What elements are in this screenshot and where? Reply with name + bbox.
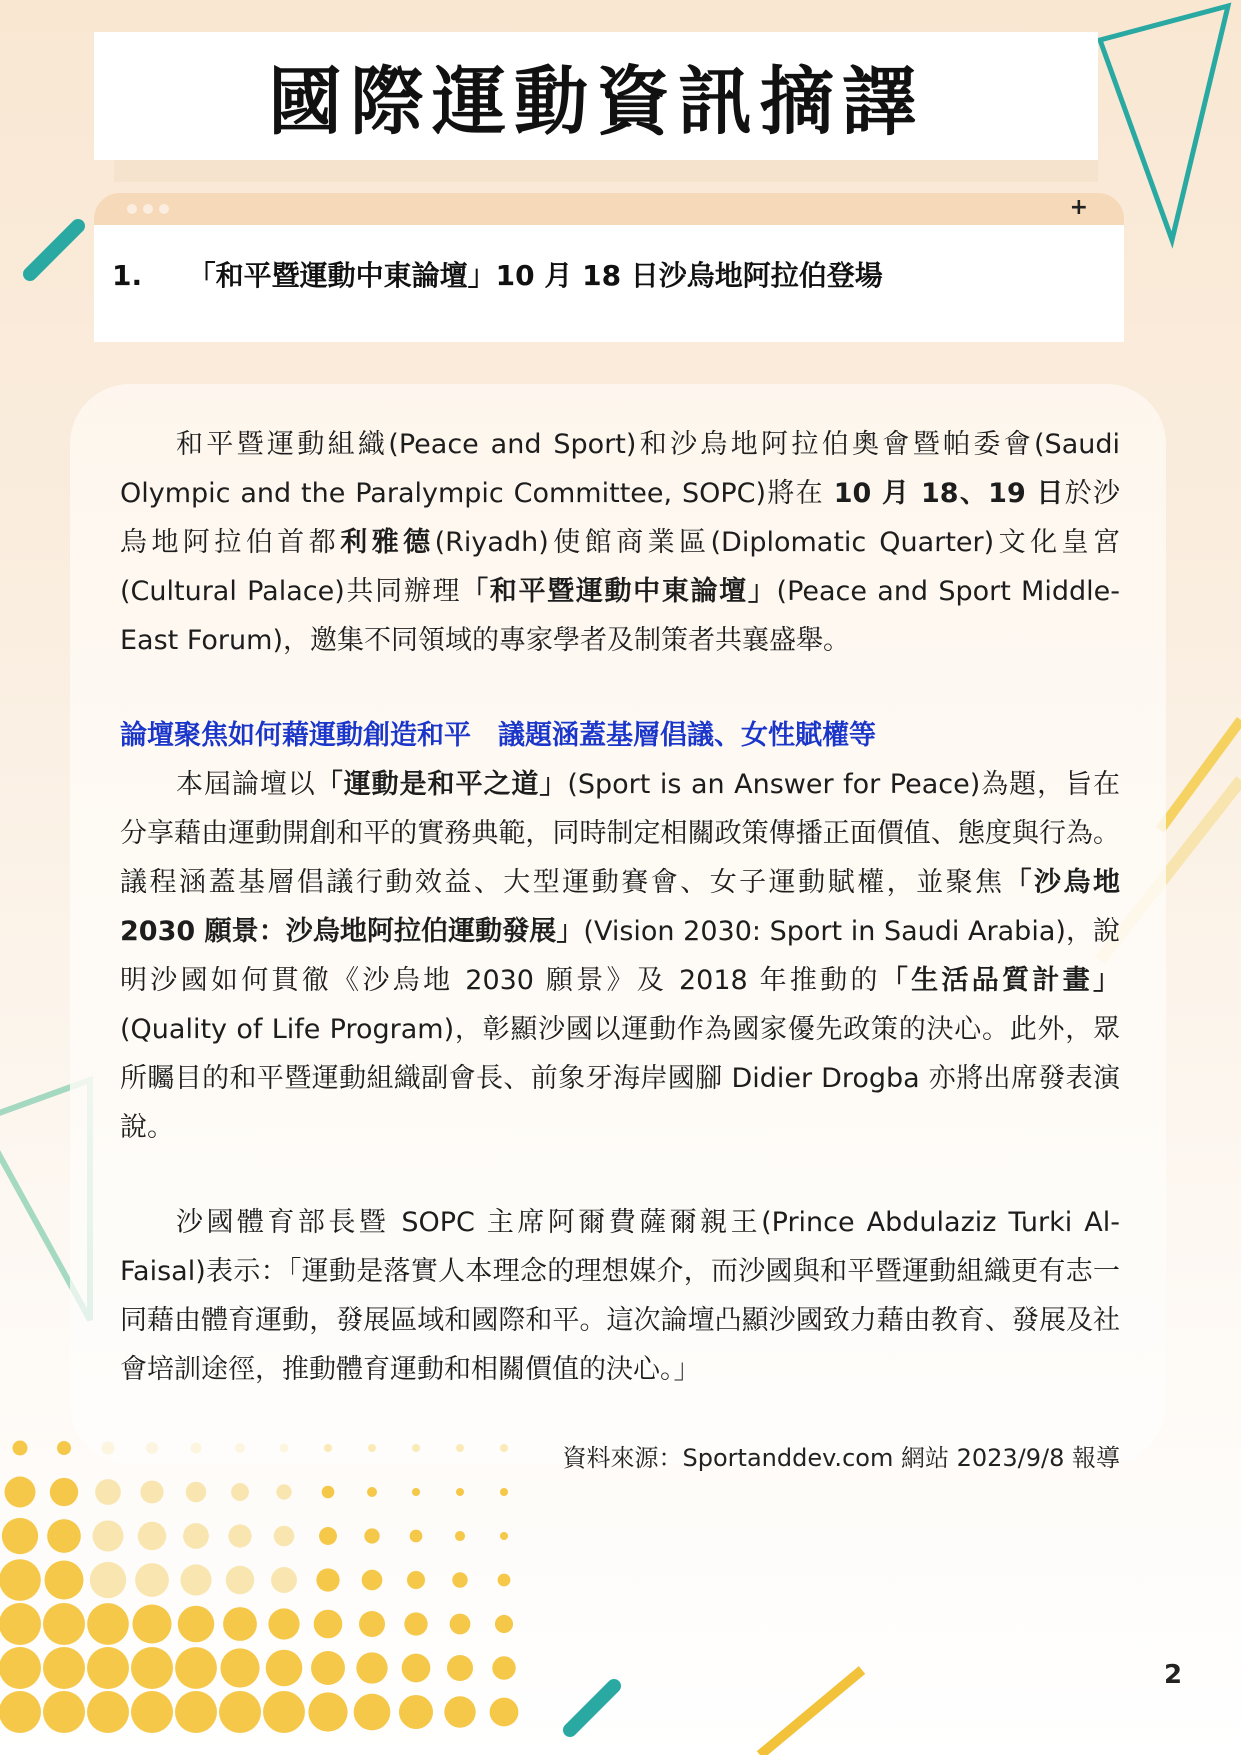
bold-city: 利雅德 bbox=[340, 527, 435, 558]
halftone-dot bbox=[311, 1651, 345, 1685]
halftone-dot bbox=[500, 1488, 508, 1496]
page-title: 國際運動資訊摘譯 bbox=[268, 59, 924, 145]
halftone-dot bbox=[399, 1695, 433, 1729]
tab-dots bbox=[127, 204, 169, 214]
halftone-dot bbox=[228, 1524, 251, 1547]
bold-vision: 「沙烏地 2030 願景：沙烏地阿拉伯運動發展」 bbox=[120, 867, 1121, 947]
teal-dash-top bbox=[30, 226, 78, 274]
halftone-dot bbox=[402, 1654, 431, 1683]
text-run: (Peace and Sport Middle-East Forum)，邀集不同領域的專家學者及制策者共襄盛舉。 bbox=[120, 576, 1120, 656]
halftone-dot bbox=[271, 1567, 297, 1593]
halftone-dot bbox=[359, 1611, 385, 1637]
bold-program: 「生活品質計畫」 bbox=[880, 965, 1120, 996]
halftone-dot bbox=[231, 1483, 249, 1501]
tab-dot bbox=[159, 204, 169, 214]
section-heading bbox=[112, 254, 883, 294]
halftone-dot bbox=[95, 1479, 121, 1505]
text-run: 於沙烏地阿拉伯首都 bbox=[120, 478, 1121, 558]
halftone-dot bbox=[226, 1566, 255, 1595]
halftone-dot bbox=[498, 1574, 511, 1587]
tab-dot bbox=[127, 204, 137, 214]
plus-icon: + bbox=[1069, 195, 1088, 220]
halftone-dot bbox=[362, 1570, 383, 1591]
halftone-dot bbox=[131, 1647, 173, 1689]
halftone-dot bbox=[308, 1692, 347, 1731]
text-run: 和平暨運動組織(Peace and Sport)和沙烏地阿拉伯奧會暨帕委會(Saudi Olympic and the Paralympic Committee, SOPC)將在 bbox=[120, 429, 1120, 509]
halftone-dot bbox=[140, 1480, 163, 1503]
tab-dot bbox=[143, 204, 153, 214]
bold-forum-name: 「和平暨運動中東論壇」 bbox=[461, 576, 777, 607]
halftone-dot bbox=[90, 1562, 126, 1598]
halftone-dot bbox=[87, 1691, 129, 1733]
gold-streak-1 bbox=[1160, 720, 1241, 830]
halftone-dot bbox=[183, 1523, 209, 1549]
halftone-dot bbox=[455, 1531, 465, 1541]
halftone-dot bbox=[87, 1647, 129, 1689]
halftone-dot bbox=[356, 1652, 387, 1683]
halftone-dot bbox=[450, 1614, 471, 1635]
title-shadow-strip bbox=[114, 160, 1098, 182]
halftone-dot bbox=[364, 1528, 379, 1543]
halftone-dot bbox=[495, 1615, 513, 1633]
halftone-dot bbox=[268, 1608, 299, 1639]
halftone-dot bbox=[316, 1568, 339, 1591]
halftone-dot bbox=[175, 1647, 217, 1689]
halftone-dot bbox=[13, 1441, 28, 1456]
paragraph-1 bbox=[120, 420, 1120, 665]
text-run: (Quality of Life Program)，彰顯沙國以運動作為國家優先政策的決心。此外，眾所矚目的和平暨運動組織副會長、前象牙海岸國腳 Didier Drogba 亦將出席發表演說。 bbox=[120, 1014, 1120, 1143]
halftone-dot bbox=[404, 1612, 427, 1635]
halftone-dot bbox=[43, 1647, 85, 1689]
section-number: 1. bbox=[112, 258, 143, 292]
halftone-dot bbox=[276, 1484, 291, 1499]
halftone-dot bbox=[412, 1488, 420, 1496]
section-title: 「和平暨運動中東論壇」10 月 18 日沙烏地阿拉伯登場 bbox=[187, 258, 883, 292]
teal-dash-bottom bbox=[570, 1686, 614, 1730]
halftone-dot bbox=[220, 1648, 259, 1687]
halftone-dot bbox=[266, 1650, 303, 1687]
gold-dash-bottom bbox=[760, 1670, 862, 1755]
halftone-dot bbox=[444, 1696, 475, 1727]
halftone-dot bbox=[138, 1522, 166, 1550]
halftone-dot bbox=[178, 1606, 214, 1642]
halftone-dot bbox=[0, 1691, 41, 1733]
halftone-dot bbox=[354, 1694, 391, 1731]
halftone-dot bbox=[490, 1698, 519, 1727]
subheading: 論壇聚焦如何藉運動創造和平 議題涵蓋基層倡議、女性賦權等 bbox=[120, 720, 876, 751]
halftone-dot bbox=[131, 1691, 173, 1733]
halftone-dot bbox=[186, 1482, 206, 1502]
text-run: 本屆論壇以 bbox=[176, 769, 316, 800]
section-header bbox=[94, 225, 1124, 342]
halftone-dot bbox=[263, 1691, 305, 1733]
halftone-dot bbox=[456, 1488, 464, 1496]
halftone-dot bbox=[135, 1563, 169, 1597]
halftone-dot bbox=[92, 1520, 123, 1551]
text-run: (Riyadh)使館商業區(Diplomatic Quarter)文化皇宮(Cultural Palace)共同辦理 bbox=[120, 527, 1121, 607]
halftone-dot bbox=[57, 1441, 71, 1455]
halftone-dot bbox=[87, 1603, 129, 1645]
source-credit: 資料來源：Sportanddev.com 網站 2023/9/8 報導 bbox=[562, 1444, 1120, 1472]
paragraph-3: 沙國體育部長暨 SOPC 主席阿爾費薩爾親王(Prince Abdulaziz Turki Al-Faisal)表示：「運動是落實人本理念的理想媒介，而沙國與和平暨運動組織更有志一同藉由體育運動，發展區域和國際和平。這次論壇凸顯沙國致力藉由教育、發展及社會培訓途徑，推動體育運動和相關價值的決心。」 bbox=[120, 1207, 1120, 1385]
halftone-dot bbox=[43, 1691, 85, 1733]
bold-theme: 「運動是和平之道」 bbox=[315, 769, 568, 800]
bold-date: 10 月 18、19 日 bbox=[833, 478, 1065, 509]
article-body bbox=[120, 420, 1120, 1478]
halftone-dot bbox=[50, 1478, 78, 1506]
halftone-dot bbox=[274, 1526, 295, 1547]
halftone-dot-pattern bbox=[0, 1441, 518, 1734]
paragraph-2 bbox=[120, 760, 1120, 1152]
halftone-dot bbox=[0, 1603, 41, 1645]
text-run: (Vision 2030: Sport in Saudi Arabia)，說明沙國如何貫徹《沙烏地 2030 願景》及 2018 年推動的 bbox=[120, 916, 1121, 996]
page-number: 2 bbox=[1164, 1660, 1183, 1690]
halftone-dot bbox=[0, 1559, 41, 1601]
halftone-dot bbox=[2, 1518, 38, 1554]
halftone-dot bbox=[180, 1564, 211, 1595]
halftone-dot bbox=[47, 1519, 81, 1553]
halftone-dot bbox=[319, 1527, 337, 1545]
halftone-dot bbox=[5, 1477, 36, 1508]
halftone-dot bbox=[500, 1532, 508, 1540]
title-banner bbox=[94, 32, 1098, 160]
halftone-dot bbox=[132, 1604, 171, 1643]
text-run: (Sport is an Answer for Peace)為題，旨在分享藉由運動開創和平的實務典範，同時制定相關政策傳播正面價值、態度與行為。議程涵蓋基層倡議行動效益、大型運動賽會、女子運動賦權，並聚焦 bbox=[120, 769, 1121, 898]
halftone-dot bbox=[314, 1610, 343, 1639]
halftone-dot bbox=[492, 1656, 515, 1679]
halftone-dot bbox=[43, 1603, 85, 1645]
halftone-dot bbox=[0, 1647, 41, 1689]
halftone-dot bbox=[45, 1561, 84, 1600]
halftone-dot bbox=[410, 1530, 423, 1543]
halftone-dot bbox=[223, 1607, 257, 1641]
halftone-dot bbox=[407, 1571, 425, 1589]
halftone-dot bbox=[219, 1691, 261, 1733]
halftone-dot bbox=[175, 1691, 217, 1733]
halftone-dot bbox=[367, 1487, 377, 1497]
halftone-dot bbox=[447, 1655, 473, 1681]
halftone-dot bbox=[452, 1572, 467, 1587]
halftone-dot bbox=[322, 1486, 335, 1499]
